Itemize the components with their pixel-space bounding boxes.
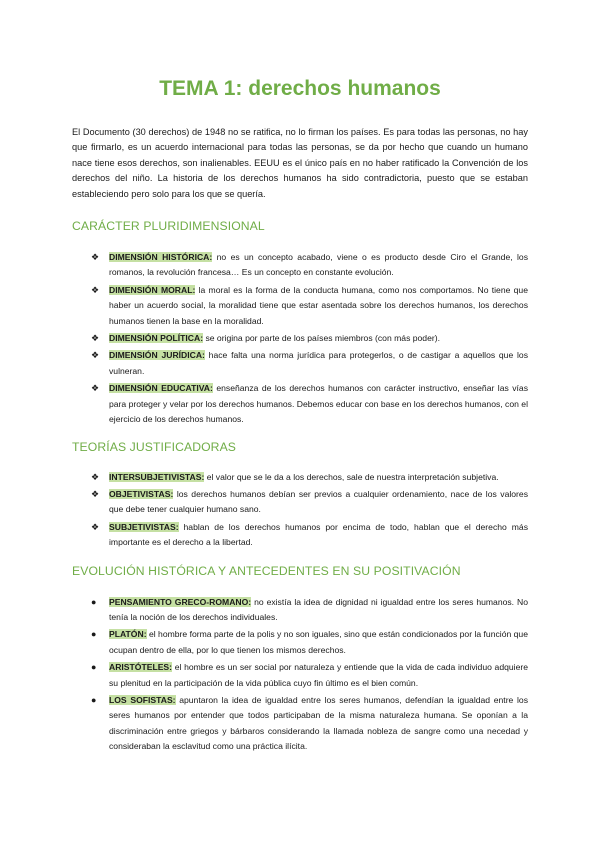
item-text: el hombre forma parte de la polis y no son iguales, sino que están condicionados por la función que ocupan dentro de ella, por lo que tienen los mismos derechos.	[109, 629, 528, 655]
list-item	[72, 381, 528, 427]
section-heading-teorias: TEORÍAS JUSTIFICADORAS	[72, 439, 237, 454]
item-term: LOS SOFISTAS:	[109, 694, 176, 705]
list-item	[72, 693, 528, 755]
list-item	[72, 520, 528, 551]
item-term: INTERSUBJETIVISTAS:	[109, 471, 205, 482]
bullet-icon: ❖	[91, 350, 100, 361]
list-item	[72, 283, 528, 329]
section-heading-pluridimensional: CARÁCTER PLURIDIMENSIONAL	[72, 219, 265, 234]
bullet-icon: ❖	[91, 471, 100, 482]
list-item	[72, 348, 528, 379]
bullet-icon: ❖	[91, 383, 100, 394]
item-text: se origina por parte de los países miembros (con más poder).	[203, 333, 440, 344]
item-text: hablan de los derechos humanos por encima de todo, hablan que el derecho más importante es el derecho a la libertad.	[109, 521, 528, 548]
bullet-icon: ●	[91, 629, 97, 640]
item-term: PLATÓN:	[109, 629, 147, 640]
bullet-icon: ❖	[91, 333, 100, 344]
item-text: el hombre es un ser social por naturaleza y entiende que la vida de cada individuo adquiere su plenitud en la participación de la vida pública cuyo fin último es el bien común.	[109, 662, 528, 688]
item-term: DIMENSIÓN HISTÓRICA:	[109, 252, 213, 263]
item-text: los derechos humanos debían ser previos a cualquier ordenamiento, nace de los valores que debe tener cualquier humano sano.	[109, 488, 528, 515]
item-term: DIMENSIÓN POLÍTICA:	[109, 333, 204, 344]
bullet-icon: ❖	[91, 252, 100, 263]
list-item	[72, 470, 528, 485]
bullet-icon: ●	[91, 596, 97, 607]
item-text: no existía la idea de dignidad ni igualdad entre los seres humanos. No tenía la noción de los derechos individuales.	[109, 596, 528, 622]
section-heading-evolucion: EVOLUCIÓN HISTÓRICA Y ANTECEDENTES EN SU POSITIVACIÓN	[72, 563, 461, 578]
bullet-icon: ●	[91, 662, 97, 673]
page-title: TEMA 1: derechos humanos	[159, 77, 441, 100]
item-text: enseñanza de los derechos humanos con carácter instructivo, enseñar las vías para proteger y velar por los derechos humanos. Debemos educar con base en los derechos humanos, con el ejercicio de los derechos humanos.	[109, 383, 529, 425]
item-text: hace falta una norma jurídica para protegerlos, o de castigar a aquellos que los vulneran.	[109, 350, 528, 376]
bullet-icon: ❖	[91, 488, 100, 499]
list-item	[72, 660, 528, 691]
item-text: no es un concepto acabado, viene o es producto desde Ciro el Grande, los romanos, la revolución francesa… Es un concepto en constante evolución.	[109, 252, 528, 278]
list-item	[72, 331, 528, 346]
bullet-icon: ●	[91, 694, 97, 705]
item-term: OBJETIVISTAS:	[109, 488, 174, 499]
item-term: DIMENSIÓN JURÍDICA:	[109, 350, 205, 361]
bullet-icon: ❖	[91, 284, 100, 295]
intro-paragraph: El Documento (30 derechos) de 1948 no se ratifica, no lo firman los países. Es para todas las personas, no hay que firmarlo, es un acuerdo internacional para todas las personas, se da por hecho que cuando un humano nace tiene esos derechos, son inalienables. EEUU es el único país en no haber ratificado la Convención de los derechos del niño. La historia de los derechos humanos ha sido contradictoria, puesto que se estaban estableciendo pero solo para los que se quería.	[72, 127, 528, 199]
list-item	[72, 595, 528, 626]
item-term: ARISTÓTELES:	[109, 662, 173, 673]
list-item	[72, 627, 528, 658]
item-term: DIMENSIÓN EDUCATIVA:	[109, 383, 213, 394]
item-text: apuntaron la idea de igualdad entre los seres humanos, defendían la igualdad entre los seres humanos por entender que todos participaban de la misma naturaleza humana. Se oponían a la discriminación entre griegos y bárbaros considerando la llamada nobleza de sangre como una necedad y consideraban la esclavitud como una práctica ilícita.	[109, 694, 528, 752]
list-item	[72, 487, 528, 518]
section-list-evolucion	[72, 595, 528, 755]
item-term: DIMENSIÓN MORAL:	[109, 284, 196, 295]
section-list-teorias	[72, 470, 528, 551]
section-list-pluridimensional	[72, 250, 528, 427]
bullet-icon: ❖	[91, 521, 100, 532]
item-text: el valor que se le da a los derechos, sale de nuestra interpretación subjetiva.	[204, 471, 499, 482]
item-term: SUBJETIVISTAS:	[109, 521, 179, 532]
item-text: la moral es la forma de la conducta humana, como nos comportamos. No tiene que haber un acuerdo social, la moralidad tiene que estar asentada sobre los derechos humanos, los derechos humanos tienen la base en la moralidad.	[109, 284, 528, 326]
list-item	[72, 250, 528, 281]
item-term: PENSAMIENTO GRECO-ROMANO:	[109, 596, 252, 607]
